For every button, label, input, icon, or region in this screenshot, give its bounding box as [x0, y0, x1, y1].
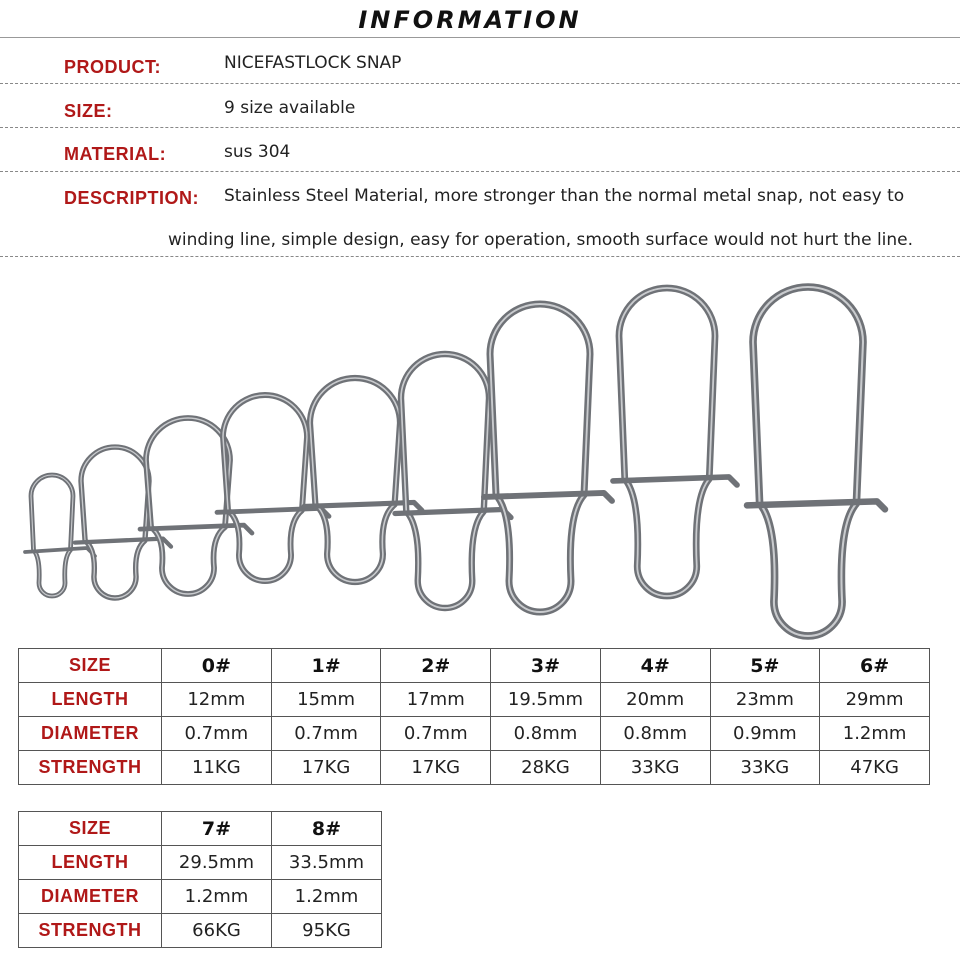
size-value: 9 size available [224, 98, 356, 118]
spec-table-2 [18, 811, 382, 948]
cell-strength: 66KG [162, 914, 272, 948]
cell-diameter: 0.8mm [600, 717, 710, 751]
snap-3 [223, 395, 307, 581]
row-label-size: SIZE [19, 812, 162, 846]
cell-diameter: 1.2mm [162, 880, 272, 914]
row-label-size: SIZE [19, 649, 162, 683]
cell-strength: 95KG [272, 914, 382, 948]
cell-length: 15mm [271, 683, 381, 717]
row-label-length: LENGTH [19, 683, 162, 717]
info-row-size [0, 84, 960, 128]
table-row-size [19, 649, 930, 683]
snap-highlight-7 [619, 288, 715, 596]
cell-diameter: 0.7mm [381, 717, 491, 751]
spec-table-1 [18, 648, 930, 785]
snap-lock-8 [747, 501, 885, 509]
cell-length: 12mm [162, 683, 272, 717]
cell-size: 8# [272, 812, 382, 846]
info-row-product [0, 40, 960, 84]
cell-strength: 17KG [381, 751, 491, 785]
info-row-material [0, 128, 960, 172]
cell-size: 0# [162, 649, 272, 683]
cell-diameter: 0.7mm [162, 717, 272, 751]
row-label-strength: STRENGTH [19, 914, 162, 948]
description-label: DESCRIPTION: [64, 188, 200, 208]
cell-strength: 28KG [491, 751, 601, 785]
table-row-diameter [19, 717, 930, 751]
cell-strength: 47KG [820, 751, 930, 785]
cell-length: 29mm [820, 683, 930, 717]
cell-diameter: 1.2mm [820, 717, 930, 751]
table-row-size [19, 812, 382, 846]
cell-length: 17mm [381, 683, 491, 717]
snap-7 [619, 288, 715, 596]
cell-size: 4# [600, 649, 710, 683]
row-label-length: LENGTH [19, 846, 162, 880]
snap-highlight-1 [81, 447, 149, 598]
snap-5 [401, 354, 489, 608]
snaps-photo [0, 262, 960, 640]
cell-size: 6# [820, 649, 930, 683]
row-label-diameter: DIAMETER [19, 880, 162, 914]
table-row-length [19, 683, 930, 717]
snap-6 [490, 304, 590, 612]
snap-8 [753, 287, 863, 636]
snap-highlight-2 [146, 418, 230, 594]
page-title: INFORMATION [358, 6, 582, 34]
snap-1 [81, 447, 149, 598]
title-divider [0, 37, 960, 38]
cell-size: 7# [162, 812, 272, 846]
product-label: PRODUCT: [64, 57, 161, 77]
row-label-strength: STRENGTH [19, 751, 162, 785]
cell-length: 19.5mm [491, 683, 601, 717]
cell-strength: 11KG [162, 751, 272, 785]
cell-size: 2# [381, 649, 491, 683]
table-row-strength [19, 751, 930, 785]
material-value: sus 304 [224, 142, 291, 162]
material-label: MATERIAL: [64, 144, 167, 164]
cell-strength: 17KG [271, 751, 381, 785]
description-line2: winding line, simple design, easy for operation, smooth surface would not hurt the line. [168, 230, 914, 250]
cell-strength: 33KG [710, 751, 820, 785]
snap-highlight-3 [223, 395, 307, 581]
size-label: SIZE: [64, 101, 113, 121]
info-row-description [0, 172, 960, 257]
row-label-diameter: DIAMETER [19, 717, 162, 751]
cell-diameter: 0.9mm [710, 717, 820, 751]
cell-length: 29.5mm [162, 846, 272, 880]
table-row-diameter [19, 880, 382, 914]
cell-diameter: 0.7mm [271, 717, 381, 751]
cell-length: 33.5mm [272, 846, 382, 880]
product-value: NICEFASTLOCK SNAP [224, 53, 402, 73]
snap-4 [310, 378, 400, 582]
snap-highlight-8 [753, 287, 863, 636]
cell-length: 20mm [600, 683, 710, 717]
description-line1: Stainless Steel Material, more stronger than the normal metal snap, not easy to [224, 186, 905, 206]
table-row-length [19, 846, 382, 880]
cell-strength: 33KG [600, 751, 710, 785]
snap-highlight-6 [490, 304, 590, 612]
table-row-strength [19, 914, 382, 948]
cell-length: 23mm [710, 683, 820, 717]
snap-2 [146, 418, 230, 594]
cell-diameter: 0.8mm [491, 717, 601, 751]
cell-size: 3# [491, 649, 601, 683]
snap-highlight-4 [310, 378, 400, 582]
cell-size: 5# [710, 649, 820, 683]
cell-size: 1# [271, 649, 381, 683]
snap-0 [31, 475, 73, 596]
cell-diameter: 1.2mm [272, 880, 382, 914]
snap-highlight-5 [401, 354, 489, 608]
